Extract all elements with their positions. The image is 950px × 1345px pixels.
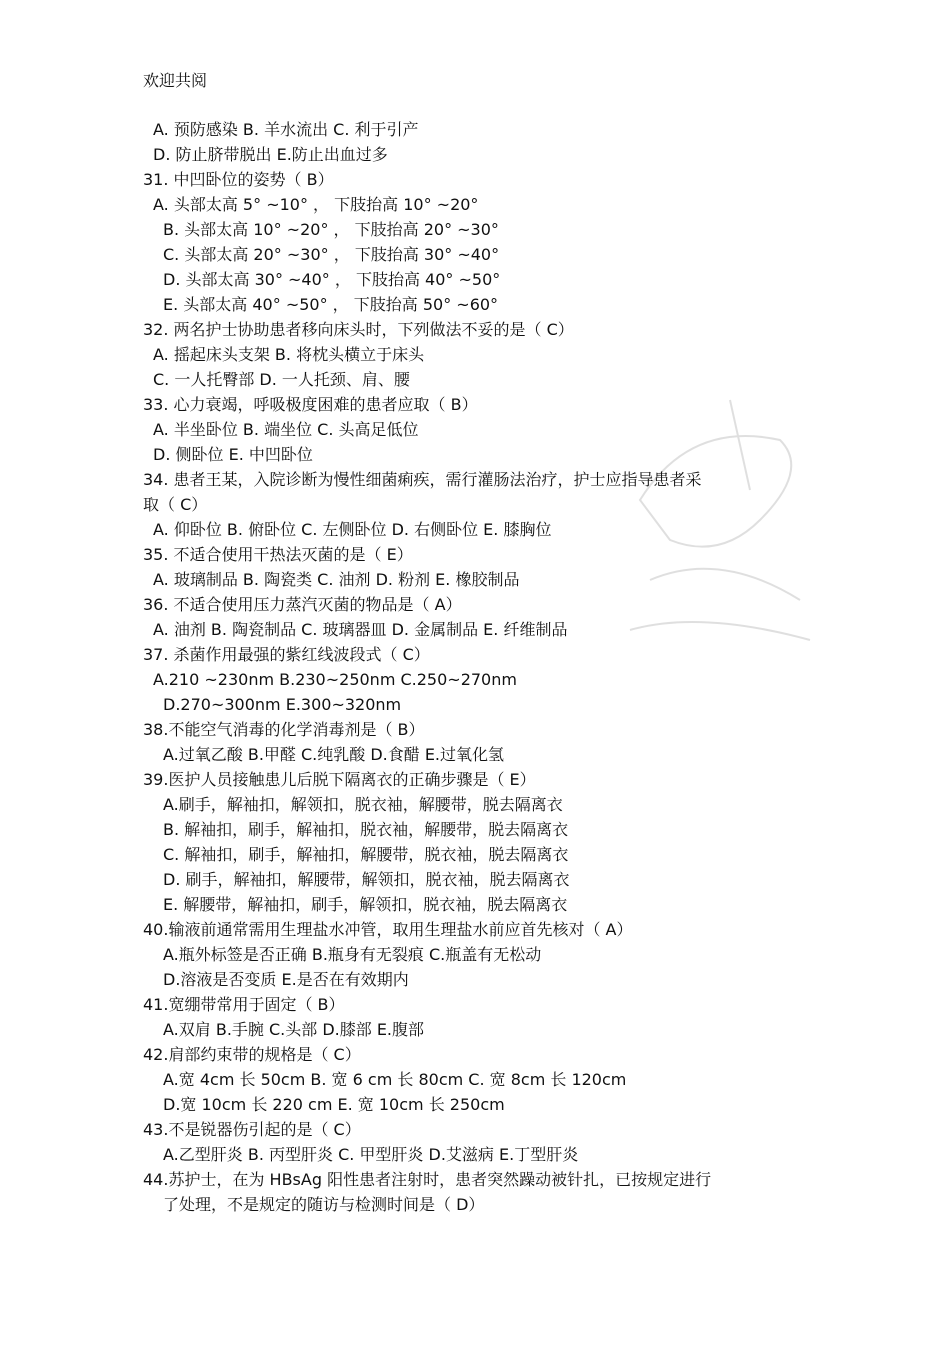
- answer-options: B. 解袖扣，刷手，解袖扣，脱衣袖，解腰带，脱去隔离衣: [163, 820, 569, 839]
- answer-options: D. 刷手，解袖扣，解腰带，解领扣，脱衣袖，脱去隔离衣: [163, 870, 570, 889]
- page-header: 欢迎共阅: [143, 71, 208, 90]
- answer-options: C. 头部太高 20° ~30° ， 下肢抬高 30° ~40°: [163, 245, 500, 264]
- answer-options: E. 头部太高 40° ~50° ， 下肢抬高 50° ~60°: [163, 295, 499, 314]
- question-stem: 44.苏护士，在为 HBsAg 阳性患者注射时，患者突然躁动被针扎，已按规定进行: [143, 1170, 712, 1189]
- question-stem: 35. 不适合使用干热法灭菌的是（ E）: [143, 545, 413, 564]
- answer-options: A.瓶外标签是否正确 B.瓶身有无裂痕 C.瓶盖有无松动: [163, 945, 542, 964]
- question-stem: 34. 患者王某，入院诊断为慢性细菌痢疾，需行灌肠法治疗，护士应指导患者采: [143, 470, 702, 489]
- answer-options: A. 头部太高 5° ~10° ， 下肢抬高 10° ~20°: [153, 195, 479, 214]
- question-stem: 43.不是锐器伤引起的是（ C）: [143, 1120, 361, 1139]
- answer-options: A.刷手，解袖扣，解领扣，脱衣袖，解腰带，脱去隔离衣: [163, 795, 563, 814]
- answer-options: A.乙型肝炎 B. 丙型肝炎 C. 甲型肝炎 D.艾滋病 E.丁型肝炎: [163, 1145, 579, 1164]
- answer-options: D. 防止脐带脱出 E.防止出血过多: [153, 145, 388, 164]
- answer-options: A. 玻璃制品 B. 陶瓷类 C. 油剂 D. 粉剂 E. 橡胶制品: [153, 570, 520, 589]
- answer-options: A. 油剂 B. 陶瓷制品 C. 玻璃器皿 D. 金属制品 E. 纤维制品: [153, 620, 568, 639]
- question-stem: 38.不能空气消毒的化学消毒剂是（ B）: [143, 720, 425, 739]
- answer-options: A.双肩 B.手腕 C.头部 D.膝部 E.腹部: [163, 1020, 425, 1039]
- answer-options: E. 解腰带，解袖扣，刷手，解领扣，脱衣袖，脱去隔离衣: [163, 895, 568, 914]
- answer-options: A.宽 4cm 长 50cm B. 宽 6 cm 长 80cm C. 宽 8cm 长 120cm: [163, 1070, 627, 1089]
- answer-options: A. 半坐卧位 B. 端坐位 C. 头高足低位: [153, 420, 419, 439]
- answer-options: A.过氧乙酸 B.甲醛 C.纯乳酸 D.食醋 E.过氧化氢: [163, 745, 505, 764]
- question-stem-continuation: 了处理，不是规定的随访与检测时间是（ D）: [163, 1195, 485, 1214]
- question-stem: 36. 不适合使用压力蒸汽灭菌的物品是（ A）: [143, 595, 462, 614]
- answer-options: D.270~300nm E.300~320nm: [163, 695, 402, 714]
- answer-options: D. 侧卧位 E. 中凹卧位: [153, 445, 313, 464]
- answer-options: C. 解袖扣，刷手，解袖扣，解腰带，脱衣袖，脱去隔离衣: [163, 845, 569, 864]
- answer-options: A.210 ~230nm B.230~250nm C.250~270nm: [153, 670, 517, 689]
- answer-options: A. 预防感染 B. 羊水流出 C. 利于引产: [153, 120, 419, 139]
- answer-options: D.宽 10cm 长 220 cm E. 宽 10cm 长 250cm: [163, 1095, 505, 1114]
- answer-options: D. 头部太高 30° ~40° ， 下肢抬高 40° ~50°: [163, 270, 501, 289]
- question-stem: 42.肩部约束带的规格是（ C）: [143, 1045, 361, 1064]
- question-stem: 37. 杀菌作用最强的紫红线波段式（ C）: [143, 645, 430, 664]
- question-stem: 39.医护人员接触患儿后脱下隔离衣的正确步骤是（ E）: [143, 770, 536, 789]
- answer-options: B. 头部太高 10° ~20° ， 下肢抬高 20° ~30°: [163, 220, 499, 239]
- question-stem: 32. 两名护士协助患者移向床头时，下列做法不妥的是（ C）: [143, 320, 574, 339]
- question-stem: 33. 心力衰竭，呼吸极度困难的患者应取（ B）: [143, 395, 478, 414]
- question-stem: 40.输液前通常需用生理盐水冲管，取用生理盐水前应首先核对（ A）: [143, 920, 633, 939]
- answer-options: A. 摇起床头支架 B. 将枕头横立于床头: [153, 345, 425, 364]
- question-stem: 31. 中凹卧位的姿势（ B）: [143, 170, 334, 189]
- question-stem-continuation: 取（ C）: [143, 495, 208, 514]
- answer-options: A. 仰卧位 B. 俯卧位 C. 左侧卧位 D. 右侧卧位 E. 膝胸位: [153, 520, 552, 539]
- answer-options: C. 一人托臀部 D. 一人托颈、肩、腰: [153, 370, 410, 389]
- answer-options: D.溶液是否变质 E.是否在有效期内: [163, 970, 409, 989]
- question-list: [143, 117, 793, 1217]
- question-stem: 41.宽绷带常用于固定（ B）: [143, 995, 345, 1014]
